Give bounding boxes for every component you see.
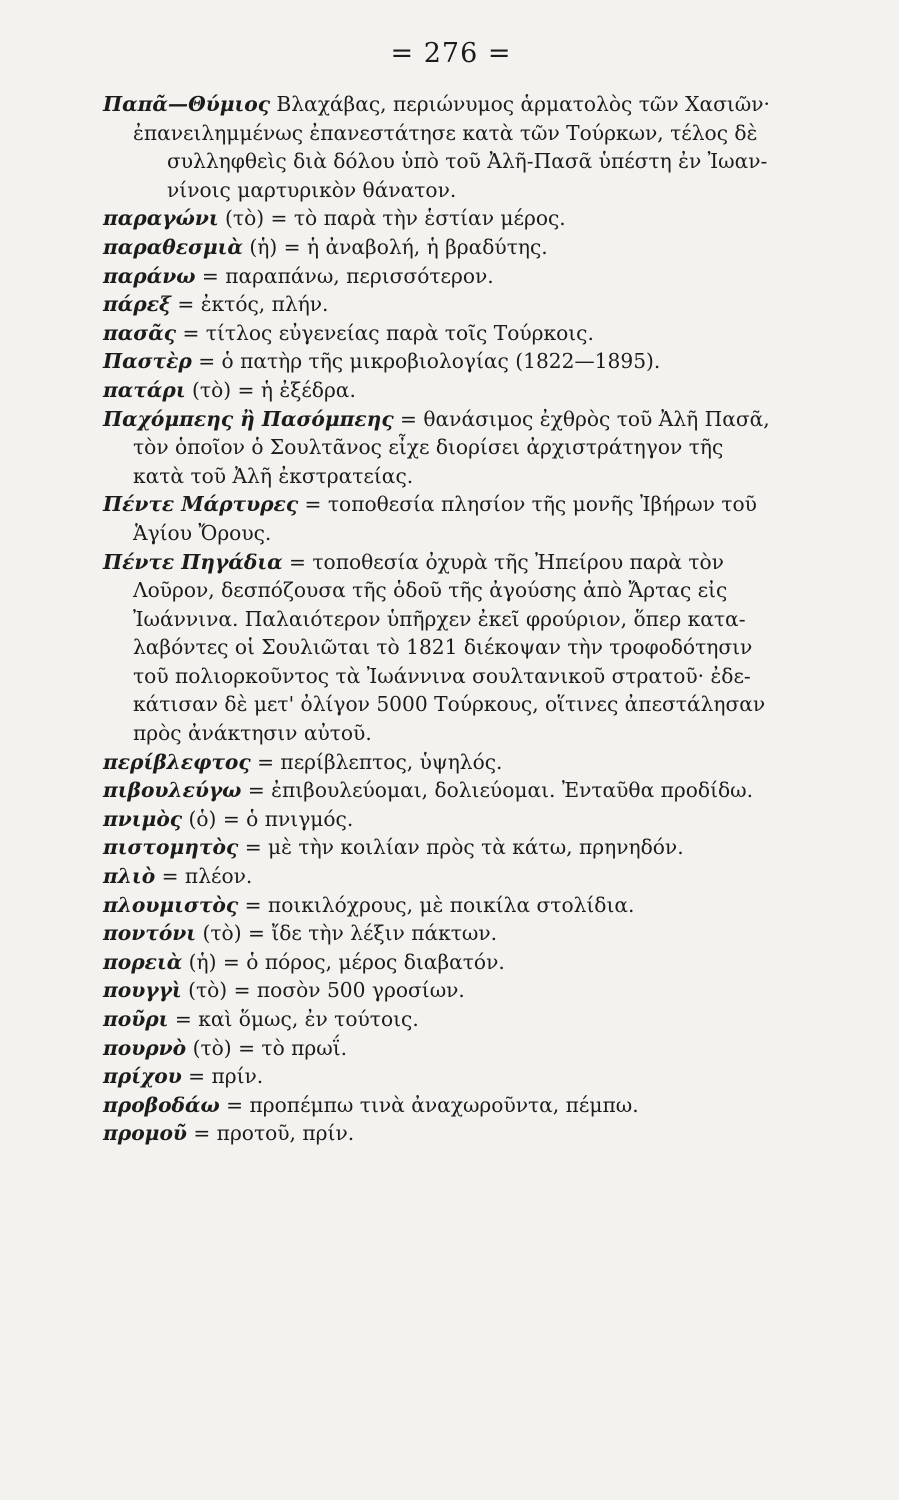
entry-definition: = ἐκτός, πλήν.	[170, 292, 329, 317]
entry-headword: πουγγὶ	[103, 978, 182, 1003]
entry-definition: = θανάσιμος ἐχθρὸς τοῦ Ἀλῆ Πασᾶ,	[393, 406, 770, 431]
glossary-entry	[103, 1119, 849, 1148]
entry-continuation: Λοῦρον, δεσπόζουσα τῆς ὁδοῦ τῆς ἀγούσης ἀπὸ Ἄρτας εἰς	[133, 578, 728, 603]
glossary-entry	[103, 405, 849, 491]
entry-definition: = περίβλεπτος, ὑψηλός.	[250, 749, 503, 774]
glossary-entry	[103, 319, 849, 348]
entry-continuation: πρὸς ἀνάκτησιν αὐτοῦ.	[133, 721, 372, 746]
entry-headword: πλιὸ	[103, 864, 156, 889]
entry-continuation: τὸν ὁποῖον ὁ Σουλτᾶνος εἶχε διορίσει ἀρχιστράτηγον τῆς	[133, 435, 724, 460]
entry-headword: πιστομητὸς	[103, 835, 239, 860]
entry-definition: (τὸ) = τὸ πρωΐ.	[186, 1035, 348, 1060]
entry-headword: Πέντε Πηγάδια	[103, 549, 283, 574]
entry-headword: ποῦρι	[103, 1007, 169, 1031]
glossary-entry	[103, 805, 849, 834]
entry-definition: = καὶ ὅμως, ἐν τούτοις.	[168, 1007, 419, 1031]
entry-definition: = μὲ τὴν κοιλίαν πρὸς τὰ κάτω, πρηνηδόν.	[238, 835, 684, 860]
entry-definition: = ἐπιβουλεύομαι, δολιεύομαι. Ἐνταῦθα προδίδω.	[241, 778, 754, 803]
glossary-entry	[103, 490, 849, 547]
glossary-entry	[103, 548, 849, 748]
entry-headword: Παστὲρ	[103, 349, 192, 374]
entry-headword: πνιμὸς	[103, 806, 183, 831]
glossary-entries	[103, 90, 849, 1148]
glossary-entry	[103, 204, 849, 233]
entry-headword: πιβουλεύγω	[103, 778, 242, 803]
entry-definition: = πρίν.	[181, 1064, 264, 1089]
entry-headword: πουρνὸ	[103, 1035, 187, 1060]
entry-headword: παράνω	[103, 263, 196, 288]
glossary-entry	[103, 376, 849, 405]
entry-definition: = τίτλος εὐγενείας παρὰ τοῖς Τούρκοις.	[176, 320, 594, 345]
entry-definition: (ἡ) = ἡ ἀναβολή, ἡ βραδύτης.	[242, 234, 548, 259]
glossary-entry	[103, 1005, 849, 1034]
entry-definition: (τὸ) = ποσὸν 500 γροσίων.	[181, 978, 465, 1003]
entry-headword: πρίχου	[103, 1064, 182, 1089]
entry-definition: = πλέον.	[155, 864, 253, 889]
entry-continuation: συλληφθεὶς διὰ δόλου ὑπὸ τοῦ Ἀλῆ-Πασᾶ ὑπέστη ἐν Ἰωαν-	[167, 149, 768, 174]
entry-headword: ποντόνι	[103, 921, 197, 946]
glossary-entry	[103, 262, 849, 291]
entry-definition: = τοποθεσία πλησίον τῆς μονῆς Ἰβήρων τοῦ	[298, 492, 757, 517]
entry-continuation: Ἰωάννινα. Παλαιότερον ὑπῆρχεν ἐκεῖ φρούριον, ὅπερ κατα-	[133, 606, 746, 631]
glossary-entry	[103, 748, 849, 777]
entry-headword: πλουμιστὸς	[103, 892, 239, 917]
entry-definition: Βλαχάβας, περιώνυμος ἁρματολὸς τῶν Χασιῶν·	[270, 92, 770, 116]
entry-definition: (τὸ) = ἡ ἐξέδρα.	[185, 377, 356, 402]
entry-continuation: κατὰ τοῦ Ἀλῆ ἐκστρατείας.	[133, 463, 414, 488]
glossary-entry	[103, 976, 849, 1005]
glossary-entry	[103, 90, 849, 204]
glossary-entry	[103, 1034, 849, 1063]
entry-headword: παραθεσμιὰ	[103, 234, 243, 259]
glossary-entry	[103, 347, 849, 376]
entry-definition: = τοποθεσία ὀχυρὰ τῆς Ἠπείρου παρὰ τὸν	[282, 549, 724, 574]
entry-headword: πάρεξ	[103, 292, 171, 317]
glossary-entry	[103, 233, 849, 262]
entry-headword: Παχόμπεης ἢ Πασόμπεης	[103, 406, 394, 431]
entry-headword: προμοῦ	[103, 1121, 187, 1146]
glossary-entry	[103, 1091, 849, 1120]
entry-headword: πατάρι	[103, 377, 186, 402]
glossary-entry	[103, 891, 849, 920]
glossary-entry	[103, 862, 849, 891]
entry-continuation: νίνοις μαρτυρικὸν θάνατον.	[167, 177, 457, 202]
glossary-entry	[103, 290, 849, 319]
entry-headword: περίβλεφτος	[103, 749, 251, 774]
entry-headword: πασᾶς	[103, 320, 177, 345]
glossary-entry	[103, 776, 849, 805]
entry-definition: = ὁ πατὴρ τῆς μικροβιολογίας (1822—1895).	[191, 349, 661, 374]
entry-continuation: λαβόντες οἱ Σουλιῶται τὸ 1821 διέκοψαν τὴν τροφοδότησιν	[133, 635, 753, 660]
entry-definition: (τὸ) = ἴδε τὴν λέξιν πάκτων.	[196, 921, 498, 946]
entry-continuation: Ἁγίου Ὄρους.	[133, 520, 272, 545]
glossary-entry	[103, 1062, 849, 1091]
glossary-entry	[103, 833, 849, 862]
entry-definition: = προτοῦ, πρίν.	[186, 1121, 355, 1146]
entry-headword: Παπᾶ—Θύμιος	[103, 92, 271, 116]
page-number: = 276 =	[390, 38, 512, 69]
entry-definition: (ὁ) = ὁ πνιγμός.	[182, 806, 354, 831]
entry-definition: (ἡ) = ὁ πόρος, μέρος διαβατόν.	[182, 949, 505, 974]
entry-headword: Πέντε Μάρτυρες	[103, 492, 299, 517]
entry-headword: παραγώνι	[103, 206, 219, 231]
glossary-entry	[103, 948, 849, 977]
entry-definition: = ποικιλόχρους, μὲ ποικίλα στολίδια.	[238, 892, 635, 917]
glossary-entry	[103, 919, 849, 948]
entry-headword: προβοδάω	[103, 1092, 220, 1117]
entry-definition: (τὸ) = τὸ παρὰ τὴν ἑστίαν μέρος.	[218, 206, 566, 231]
entry-continuation: ἐπανειλημμένως ἐπανεστάτησε κατὰ τῶν Τούρκων, τέλος δὲ	[133, 120, 758, 145]
entry-continuation: κάτισαν δὲ μετ' ὀλίγον 5000 Τούρκους, οἵτινες ἀπεστάλησαν	[133, 692, 766, 717]
entry-headword: πορειὰ	[103, 949, 183, 974]
entry-definition: = παραπάνω, περισσότερον.	[195, 263, 494, 288]
entry-continuation: τοῦ πολιορκοῦντος τὰ Ἰωάννινα σουλτανικοῦ στρατοῦ· ἐδε-	[133, 663, 751, 688]
entry-definition: = προπέμπω τινὰ ἀναχωροῦντα, πέμπω.	[219, 1092, 639, 1117]
